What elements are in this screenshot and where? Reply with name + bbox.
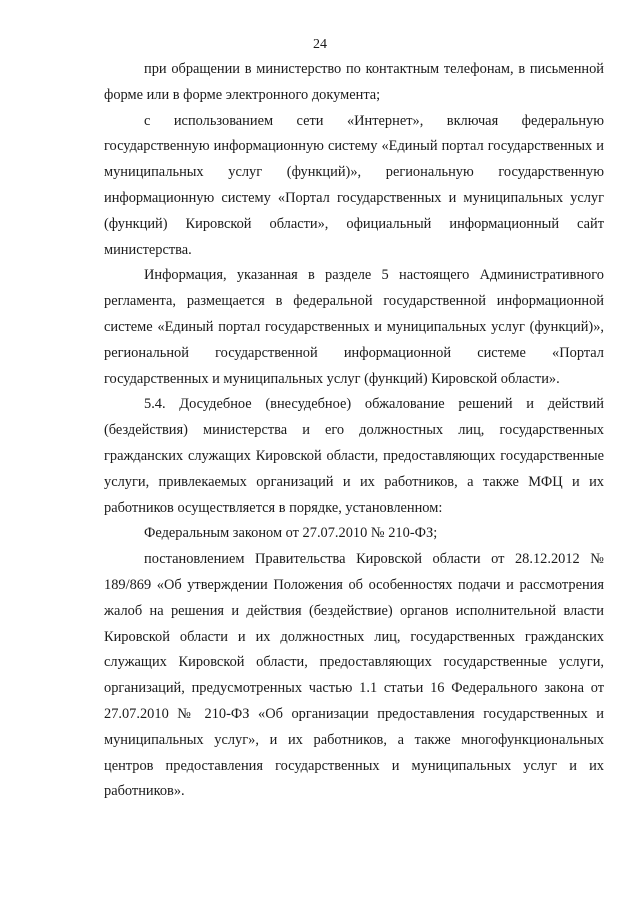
page-number: 24 (313, 37, 327, 52)
paragraph-contact-methods: при обращении в министерство по контактным телефонам, в письменной форме или в форме электронного документа; (104, 61, 604, 103)
paragraph-federal-law: Федеральным законом от 27.07.2010 № 210-ФЗ; (144, 525, 438, 542)
paragraph-internet-portals: с использованием сети «Интернет», включая федеральную государственную информационную систему «Единый портал государственных и муниципальных услуг (функций)», региональную государственную информационную систему «Портал государственных и муниципальных услуг (функций) Кировской области», официальный информационный сайт министерства. (104, 112, 604, 258)
document-body (104, 57, 604, 805)
paragraph-section5-info: Информация, указанная в разделе 5 настоящего Административного регламента, размещается в федеральной государственной информационной системе «Единый портал государственных и муниципальных услуг (функций)», региональной государственной информационной системе «Портал государственных и муниципальных услуг (функций) Кировской области». (104, 267, 604, 387)
paragraph-5-4-appeal: 5.4. Досудебное (внесудебное) обжалование решений и действий (бездействия) министерства и его должностных лиц, государственных гражданских служащих Кировской области, предоставляющих государственные услуги, привлекаемых организаций и их работников, а также МФЦ и их работников осуществляется в порядке, установленном: (104, 396, 604, 516)
paragraph-government-resolution: постановлением Правительства Кировской области от 28.12.2012 № 189/869 «Об утверждении Положения об особенностях подачи и рассмотрения жалоб на решения и действия (бездействие) органов исполнительной власти Кировской области и их должностных лиц, государственных гражданских служащих Кировской области, предоставляющих государственные услуги, организаций, предусмотренных частью 1.1 статьи 16 Федерального закона от 27.07.2010 № 210-ФЗ «Об организации предоставления государственных и муниципальных услуг», и их работников, а также многофункциональных центров предоставления государственных и муниципальных услуг и их работников». (104, 551, 604, 800)
